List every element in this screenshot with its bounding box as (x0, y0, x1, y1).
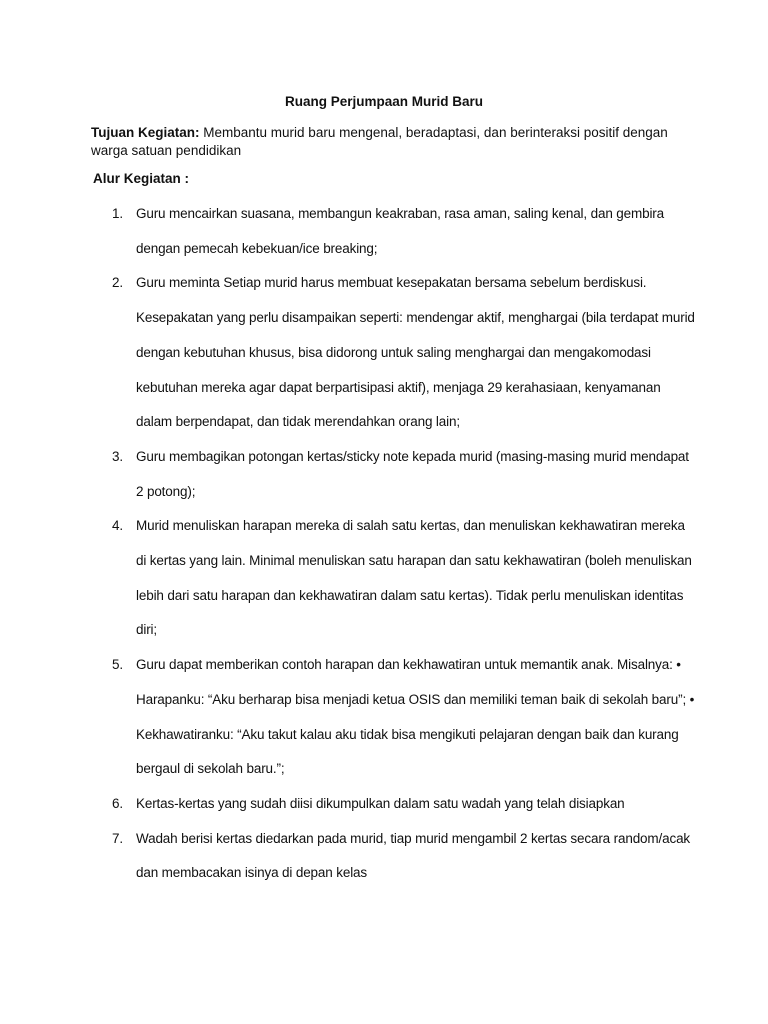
step-number: 6. (112, 795, 123, 811)
step-3 (0, 440, 696, 509)
flow-label: Alur Kegiatan : (93, 171, 190, 186)
purpose-label: Tujuan Kegiatan: (91, 125, 200, 140)
step-text: Kertas-kertas yang sudah diisi dikumpulkan dalam satu wadah yang telah disiapkan (136, 795, 625, 811)
step-number: 4. (112, 518, 123, 534)
step-text: Guru meminta Setiap murid harus membuat kesepakatan bersama sebelum berdiskusi. Kesepakatan yang perlu disampaikan seperti: mendengar aktif, menghargai (bila terdapat murid dengan kebutuhan khusus, bisa didorong untuk saling menghargai dan mengakomodasi kebutuhan mereka agar dapat berpartisipasi aktif), menjaga 29 kerahasiaan, kenyamanan dalam berpendapat, dan tidak merendahkan orang lain; (136, 275, 695, 430)
step-5 (0, 648, 696, 787)
step-4 (0, 509, 696, 648)
step-number: 3. (112, 448, 123, 464)
purpose-paragraph (91, 124, 691, 160)
step-number: 7. (112, 830, 123, 846)
step-1 (0, 197, 696, 266)
step-number: 1. (112, 206, 123, 221)
step-number: 5. (112, 657, 123, 673)
step-text: Wadah berisi kertas diedarkan pada murid, tiap murid mengambil 2 kertas secara random/acak dan membacakan isinya di depan kelas (136, 830, 691, 881)
step-text: Guru mencairkan suasana, membangun keakraban, rasa aman, saling kenal, dan gembira dengan pemecah kebekuan/ice breaking; (136, 206, 665, 256)
step-number: 2. (112, 275, 123, 291)
document-title: Ruang Perjumpaan Murid Baru (284, 94, 484, 109)
step-text: Murid menuliskan harapan mereka di salah satu kertas, dan menuliskan kekhawatiran mereka di kertas yang lain. Minimal menuliskan satu harapan dan satu kekhawatiran (boleh menuliskan lebih dari satu harapan dan kekhawatiran dalam satu kertas). Tidak perlu menuliskan identitas diri; (136, 518, 692, 638)
purpose-text: Membantu murid baru mengenal, beradaptasi, dan berinteraksi positif dengan warga satuan pendidikan (91, 125, 668, 158)
step-text: Guru dapat memberikan contoh harapan dan kekhawatiran untuk memantik anak. Misalnya: • Harapanku: “Aku berharap bisa menjadi ketua OSIS dan memiliki teman baik di sekolah baru”; • Kekhawatiranku: “Aku takut kalau aku tidak bisa mengikuti pelajaran dengan baik dan kurang bergaul di sekolah baru.”; (136, 657, 695, 777)
activity-steps-list (0, 197, 768, 891)
step-text: Guru membagikan potongan kertas/sticky note kepada murid (masing-masing murid mendapat 2 potong); (136, 448, 689, 499)
step-7 (0, 822, 696, 891)
step-2 (0, 266, 696, 440)
step-6 (0, 787, 696, 822)
